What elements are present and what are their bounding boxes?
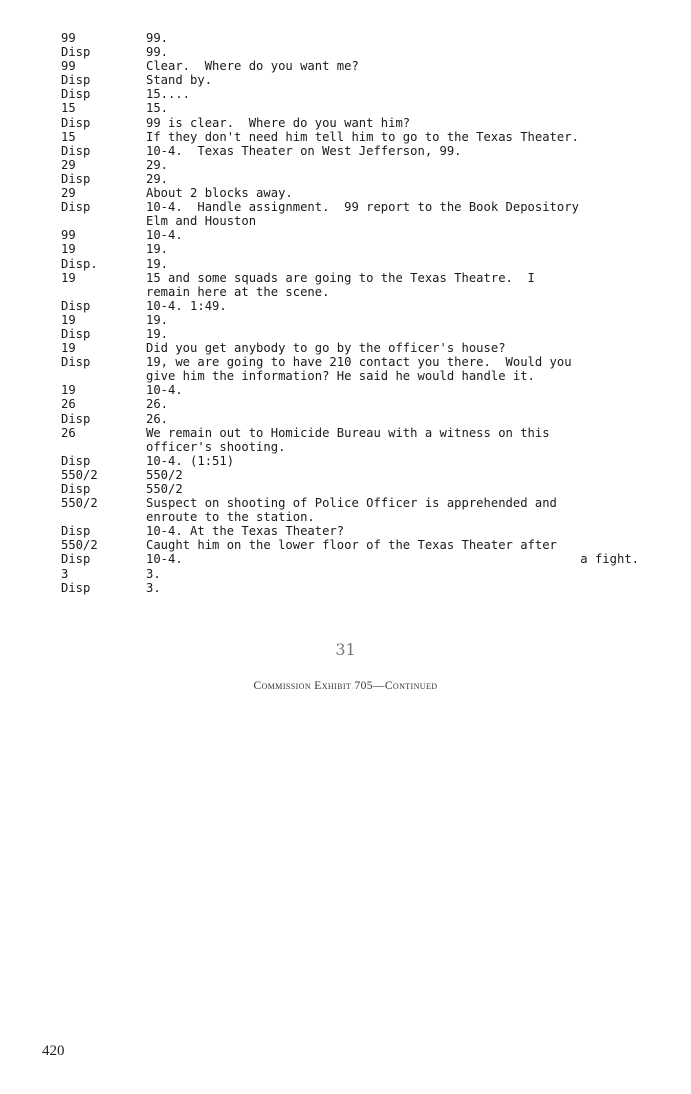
transcript-line — [0, 45, 691, 59]
speaker-label: 550/2 — [61, 467, 98, 482]
message-text: 10-4. — [146, 228, 183, 243]
transcript-line — [0, 130, 691, 144]
transcript-line — [0, 271, 691, 285]
message-text: 19, we are going to have 210 contact you there. Would you — [146, 355, 572, 370]
message-text: 550/2 — [146, 482, 183, 496]
message-text: 26. — [146, 411, 169, 426]
message-text: officer's shooting. — [146, 439, 286, 454]
transcript-line — [0, 327, 691, 341]
transcript-line — [0, 73, 691, 87]
message-text: 10-4. (1:51) — [146, 453, 235, 468]
speaker-label: 99 — [61, 59, 76, 74]
transcript-line — [0, 299, 691, 313]
transcript-line — [0, 116, 691, 130]
message-text: give him the information? He said he would handle it. — [146, 369, 535, 384]
speaker-label: 26 — [61, 397, 76, 412]
transcript-line — [0, 355, 691, 369]
message-text: 15.... — [146, 87, 191, 102]
speaker-label: 15 — [61, 129, 76, 144]
transcript-line — [0, 31, 691, 45]
handwritten-page-mark: 31 — [335, 640, 356, 659]
speaker-label: Disp — [61, 482, 91, 496]
message-text: Elm and Houston — [146, 214, 257, 229]
message-text-continued: a fight. — [580, 552, 639, 567]
message-text: 3. — [146, 566, 161, 581]
message-text: 19. — [146, 242, 169, 257]
message-text: 10-4. Handle assignment. 99 report to the Book Depository — [146, 200, 579, 215]
transcript-line — [0, 200, 691, 214]
message-text: Caught him on the lower floor of the Texas Theater after — [146, 538, 557, 553]
transcript-line — [0, 313, 691, 327]
message-text: 15 and some squads are going to the Texas Theatre. I — [146, 270, 535, 285]
message-text: About 2 blocks away. — [146, 186, 293, 201]
transcript-line — [0, 412, 691, 426]
speaker-label: 29 — [61, 186, 76, 201]
message-text: 3. — [146, 580, 161, 595]
message-text: 10-4. 1:49. — [146, 298, 227, 313]
speaker-label: Disp — [61, 115, 91, 130]
message-text: enroute to the station. — [146, 510, 315, 525]
speaker-label: Disp — [61, 298, 91, 313]
transcript-line — [0, 454, 691, 468]
page-number: 420 — [42, 1043, 65, 1059]
transcript-line — [0, 341, 691, 355]
transcript-line — [0, 172, 691, 186]
message-text: Suspect on shooting of Police Officer is apprehended and — [146, 496, 557, 511]
speaker-label: Disp — [61, 87, 91, 102]
transcript-line — [0, 242, 691, 256]
transcript-line — [0, 186, 691, 200]
transcript-line — [0, 397, 691, 411]
speaker-label: Disp — [61, 45, 91, 60]
speaker-label: Disp — [61, 326, 91, 341]
transcript-line — [0, 87, 691, 101]
transcript-line — [0, 567, 691, 581]
message-text: 99. — [146, 31, 169, 45]
message-text: 550/2 — [146, 467, 183, 482]
transcript-line — [0, 440, 691, 454]
transcript-line — [0, 59, 691, 73]
speaker-label: Disp — [61, 453, 91, 468]
speaker-label: 26 — [61, 425, 76, 440]
speaker-label: Disp — [61, 524, 91, 539]
transcript-line — [0, 426, 691, 440]
speaker-label: 19 — [61, 242, 76, 257]
speaker-label: Disp — [61, 143, 91, 158]
message-text: remain here at the scene. — [146, 284, 330, 299]
transcript-line — [0, 581, 691, 595]
speaker-label: 29 — [61, 157, 76, 172]
transcript-line — [0, 228, 691, 242]
speaker-label: Disp — [61, 171, 91, 186]
transcript-line — [0, 496, 691, 510]
message-text: 99 is clear. Where do you want him? — [146, 115, 411, 130]
transcript-line — [0, 285, 691, 299]
speaker-label: 550/2 — [61, 538, 98, 553]
transcript-line — [0, 214, 691, 228]
transcript-line — [0, 524, 691, 538]
message-text: 10-4. At the Texas Theater? — [146, 524, 345, 539]
speaker-label: 19 — [61, 341, 76, 356]
message-text: 19. — [146, 256, 169, 271]
message-text: 19. — [146, 312, 169, 327]
transcript-line — [0, 257, 691, 271]
speaker-label: Disp. — [61, 256, 98, 271]
message-text: 19. — [146, 326, 169, 341]
transcript-line — [0, 144, 691, 158]
transcript-line — [0, 383, 691, 397]
message-text: Stand by. — [146, 73, 213, 88]
message-text: Did you get anybody to go by the officer's house? — [146, 341, 506, 356]
message-text: 10-4. Texas Theater on West Jefferson, 99. — [146, 143, 462, 158]
transcript-line — [0, 482, 691, 496]
message-text: 15. — [146, 101, 169, 116]
speaker-label: 3 — [61, 566, 69, 581]
message-text: We remain out to Homicide Bureau with a witness on this — [146, 425, 550, 440]
speaker-label: Disp — [61, 552, 91, 567]
message-text: If they don't need him tell him to go to the Texas Theater. — [146, 129, 579, 144]
speaker-label: Disp — [61, 580, 91, 595]
exhibit-caption: Commission Exhibit 705—Continued — [253, 680, 438, 692]
speaker-label: 99 — [61, 228, 76, 243]
speaker-label: 15 — [61, 101, 76, 116]
transcript-line — [0, 552, 691, 566]
message-text: 10-4. — [146, 552, 183, 567]
message-text: Clear. Where do you want me? — [146, 59, 359, 74]
transcript-line — [0, 369, 691, 383]
speaker-label: 19 — [61, 312, 76, 327]
transcript-line — [0, 158, 691, 172]
speaker-label: Disp — [61, 355, 91, 370]
message-text: 26. — [146, 397, 169, 412]
message-text: 99. — [146, 45, 169, 60]
transcript-line — [0, 510, 691, 524]
transcript-line — [0, 468, 691, 482]
speaker-label: 99 — [61, 31, 76, 45]
transcript-line — [0, 101, 691, 115]
transcript-line — [0, 538, 691, 552]
speaker-label: Disp — [61, 411, 91, 426]
speaker-label: 550/2 — [61, 496, 98, 511]
speaker-label: Disp — [61, 200, 91, 215]
speaker-label: 19 — [61, 383, 76, 398]
speaker-label: 19 — [61, 270, 76, 285]
message-text: 10-4. — [146, 383, 183, 398]
message-text: 29. — [146, 171, 169, 186]
message-text: 29. — [146, 157, 169, 172]
radio-transcript — [0, 31, 691, 595]
speaker-label: Disp — [61, 73, 91, 88]
